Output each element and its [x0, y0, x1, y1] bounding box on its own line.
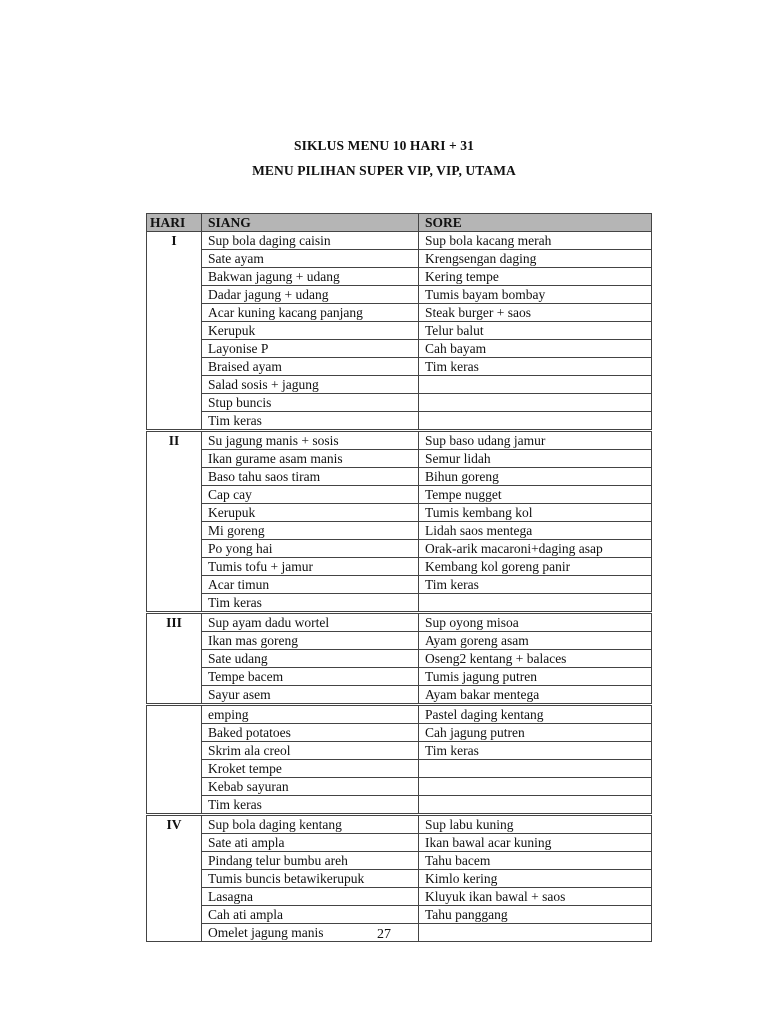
sore-cell: Pastel daging kentang	[419, 705, 652, 724]
table-row	[147, 852, 652, 870]
sore-cell: Tumis jagung putren	[419, 668, 652, 686]
sore-cell: Kimlo kering	[419, 870, 652, 888]
table-row	[147, 686, 652, 705]
header-hari: HARI	[147, 214, 202, 232]
table-row	[147, 450, 652, 468]
sore-cell: Cah jagung putren	[419, 724, 652, 742]
day-cell: II	[147, 431, 202, 613]
day-cell: III	[147, 613, 202, 705]
sore-cell	[419, 760, 652, 778]
siang-cell: Dadar jagung + udang	[202, 286, 419, 304]
sore-cell: Ikan bawal acar kuning	[419, 834, 652, 852]
siang-cell: Baso tahu saos tiram	[202, 468, 419, 486]
table-row	[147, 558, 652, 576]
sore-cell	[419, 594, 652, 613]
table-row	[147, 486, 652, 504]
siang-cell: Pindang telur bumbu areh	[202, 852, 419, 870]
table-row	[147, 394, 652, 412]
siang-cell: Ikan gurame asam manis	[202, 450, 419, 468]
sore-cell: Tahu panggang	[419, 906, 652, 924]
table-row	[147, 576, 652, 594]
sore-cell: Kering tempe	[419, 268, 652, 286]
table-row	[147, 431, 652, 450]
siang-cell: Bakwan jagung + udang	[202, 268, 419, 286]
sore-cell: Sup oyong misoa	[419, 613, 652, 632]
siang-cell: Kroket tempe	[202, 760, 419, 778]
siang-cell: Braised ayam	[202, 358, 419, 376]
sore-cell	[419, 778, 652, 796]
sore-cell: Kluyuk ikan bawal + saos	[419, 888, 652, 906]
sore-cell: Kembang kol goreng panir	[419, 558, 652, 576]
table-body	[147, 232, 652, 942]
sore-cell: Bihun goreng	[419, 468, 652, 486]
table-row	[147, 358, 652, 376]
sore-cell: Sup bola kacang merah	[419, 232, 652, 250]
header-sore: SORE	[419, 214, 652, 232]
sore-cell: Ayam bakar mentega	[419, 686, 652, 705]
sore-cell: Sup labu kuning	[419, 815, 652, 834]
siang-cell: Sup bola daging kentang	[202, 815, 419, 834]
table-row	[147, 778, 652, 796]
siang-cell: Stup buncis	[202, 394, 419, 412]
siang-cell: Skrim ala creol	[202, 742, 419, 760]
sore-cell: Tahu bacem	[419, 852, 652, 870]
sore-cell: Orak-arik macaroni+daging asap	[419, 540, 652, 558]
siang-cell: Tumis tofu + jamur	[202, 558, 419, 576]
table-row	[147, 250, 652, 268]
table-row	[147, 760, 652, 778]
siang-cell: Tumis buncis betawikerupuk	[202, 870, 419, 888]
table-row	[147, 504, 652, 522]
table-row	[147, 232, 652, 250]
siang-cell: Po yong hai	[202, 540, 419, 558]
sore-cell: Krengsengan daging	[419, 250, 652, 268]
siang-cell: Lasagna	[202, 888, 419, 906]
sore-cell	[419, 394, 652, 412]
sore-cell: Cah bayam	[419, 340, 652, 358]
table-row	[147, 888, 652, 906]
sore-cell: Lidah saos mentega	[419, 522, 652, 540]
siang-cell: Cap cay	[202, 486, 419, 504]
siang-cell: Salad sosis + jagung	[202, 376, 419, 394]
table-row	[147, 668, 652, 686]
sore-cell: Tumis bayam bombay	[419, 286, 652, 304]
siang-cell: Acar kuning kacang panjang	[202, 304, 419, 322]
sore-cell: Tempe nugget	[419, 486, 652, 504]
table-row	[147, 906, 652, 924]
table-row	[147, 650, 652, 668]
document-subtitle: MENU PILIHAN SUPER VIP, VIP, UTAMA	[252, 163, 516, 178]
table-row	[147, 468, 652, 486]
sore-cell: Sup baso udang jamur	[419, 431, 652, 450]
day-cell	[147, 705, 202, 815]
menu-table	[146, 213, 652, 942]
table-row	[147, 834, 652, 852]
day-cell: IV	[147, 815, 202, 942]
siang-cell: Tim keras	[202, 796, 419, 815]
table-header-row	[147, 214, 652, 232]
sore-cell: Semur lidah	[419, 450, 652, 468]
sore-cell: Oseng2 kentang + balaces	[419, 650, 652, 668]
table-row	[147, 286, 652, 304]
table-row	[147, 304, 652, 322]
document-title: SIKLUS MENU 10 HARI + 31	[294, 138, 474, 153]
table-row	[147, 796, 652, 815]
table-row	[147, 724, 652, 742]
siang-cell: emping	[202, 705, 419, 724]
sore-cell: Telur balut	[419, 322, 652, 340]
table-row	[147, 412, 652, 431]
siang-cell: Omelet jagung manis	[202, 924, 419, 942]
siang-cell: Kebab sayuran	[202, 778, 419, 796]
siang-cell: Cah ati ampla	[202, 906, 419, 924]
day-cell: I	[147, 232, 202, 431]
siang-cell: Kerupuk	[202, 322, 419, 340]
siang-cell: Sate ati ampla	[202, 834, 419, 852]
sore-cell	[419, 796, 652, 815]
table-row	[147, 522, 652, 540]
sore-cell: Tim keras	[419, 358, 652, 376]
table-row	[147, 376, 652, 394]
siang-cell: Sayur asem	[202, 686, 419, 705]
siang-cell: Baked potatoes	[202, 724, 419, 742]
siang-cell: Tempe bacem	[202, 668, 419, 686]
siang-cell: Tim keras	[202, 412, 419, 431]
page-number: 27	[377, 927, 391, 942]
siang-cell: Sup bola daging caisin	[202, 232, 419, 250]
table-row	[147, 540, 652, 558]
siang-cell: Ikan mas goreng	[202, 632, 419, 650]
sore-cell: Ayam goreng asam	[419, 632, 652, 650]
header-siang: SIANG	[202, 214, 419, 232]
siang-cell: Acar timun	[202, 576, 419, 594]
table-row	[147, 268, 652, 286]
sore-cell: Tim keras	[419, 576, 652, 594]
siang-cell: Layonise P	[202, 340, 419, 358]
siang-cell: Su jagung manis + sosis	[202, 431, 419, 450]
sore-cell: Tim keras	[419, 742, 652, 760]
table-row	[147, 613, 652, 632]
table-row	[147, 742, 652, 760]
table-row	[147, 632, 652, 650]
siang-cell: Mi goreng	[202, 522, 419, 540]
siang-cell: Sate ayam	[202, 250, 419, 268]
table-row	[147, 594, 652, 613]
table-row	[147, 815, 652, 834]
table-row	[147, 322, 652, 340]
sore-cell	[419, 376, 652, 394]
sore-cell: Tumis kembang kol	[419, 504, 652, 522]
siang-cell: Kerupuk	[202, 504, 419, 522]
siang-cell: Tim keras	[202, 594, 419, 613]
siang-cell: Sup ayam dadu wortel	[202, 613, 419, 632]
table-row	[147, 340, 652, 358]
siang-cell: Sate udang	[202, 650, 419, 668]
table-row	[147, 705, 652, 724]
sore-cell	[419, 412, 652, 431]
table-row	[147, 870, 652, 888]
sore-cell: Steak burger + saos	[419, 304, 652, 322]
